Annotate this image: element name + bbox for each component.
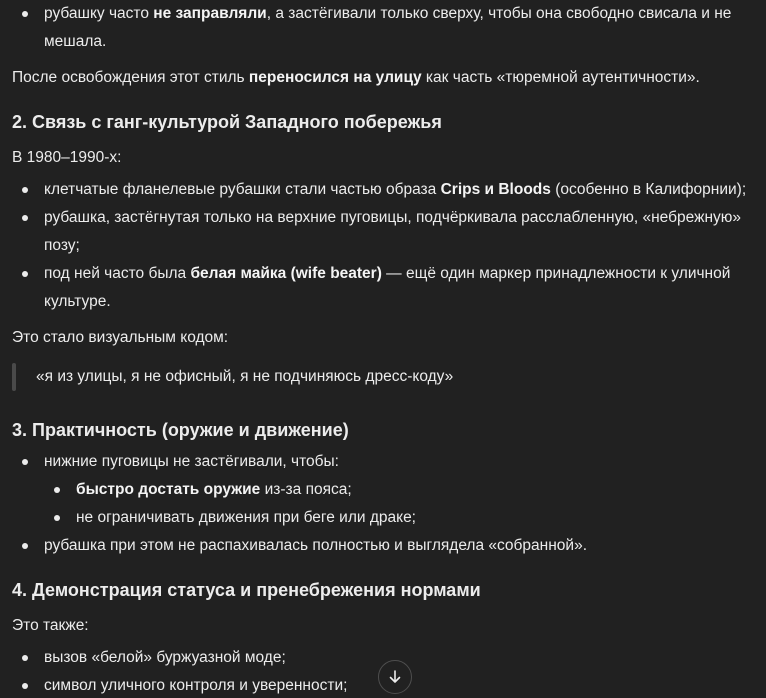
list-item-text: символ уличного контроля и уверенности; [44,677,348,694]
list-item-text: позу; [44,237,80,254]
paragraph-bold-text: переносился на улицу [248,69,422,86]
list-item-text: — ещё один маркер принадлежности к уличной [381,265,731,282]
list-item [12,204,766,260]
list-item [12,0,766,56]
list-item [12,476,766,504]
list-item [12,504,766,532]
section-heading: 4. Демонстрация статуса и пренебрежения нормами [12,580,481,600]
list-item-text: культуре. [44,293,111,310]
list-item-text: мешала. [44,33,107,50]
list-item-text: под ней часто была [44,265,191,282]
blockquote-text: «я из улицы, я не офисный, я не подчиняюсь дресс-коду» [36,368,454,385]
list-item-bold-text: белая майка (wife beater) [190,265,382,282]
arrow-down-icon [387,669,403,685]
paragraph-text: Это стало визуальным кодом: [12,329,229,346]
section-heading: 3. Практичность (оружие и движение) [12,420,349,440]
blockquote [12,363,764,391]
list-item [12,532,766,560]
list-item-text: , а застёгивали только сверху, чтобы она свободно свисала и не [266,5,732,22]
list-item-text: вызов «белой» буржуазной моде; [44,649,286,666]
paragraph-text: как часть «тюремной аутентичности». [421,69,700,86]
scroll-to-bottom-button[interactable] [378,660,412,694]
list-item-bold-text: не заправляли [153,5,267,22]
paragraph [12,612,764,640]
list-item-text: (особенно в Калифорнии); [550,181,747,198]
list-item-text: из-за пояса; [260,481,352,498]
paragraph [12,324,764,352]
paragraph [12,144,764,172]
list-item-text: клетчатые фланелевые рубашки стали частью образа [44,181,441,198]
list-item-text: не ограничивать движения при беге или драке; [76,509,416,526]
list-item-text: нижние пуговицы не застёгивали, чтобы: [44,453,339,470]
section-heading: 2. Связь с ганг-культурой Западного побережья [12,112,442,132]
list-item [12,448,766,476]
list-item [12,176,766,204]
list-item-text: рубашку часто [44,5,154,22]
paragraph [12,64,764,92]
paragraph-text: Это также: [12,617,89,634]
paragraph-text: После освобождения этот стиль [12,69,249,86]
paragraph-text: В 1980–1990-х: [12,149,122,166]
list-item-text: рубашка, застёгнутая только на верхние пуговицы, подчёркивала расслабленную, «небрежную» [44,209,742,226]
list-item [12,260,766,316]
list-item-bold-text: Crips и Bloods [440,181,551,198]
list-item-text: рубашка при этом не распахивалась полностью и выглядела «собранной». [44,537,587,554]
list-item-bold-text: быстро достать оружие [76,481,261,498]
